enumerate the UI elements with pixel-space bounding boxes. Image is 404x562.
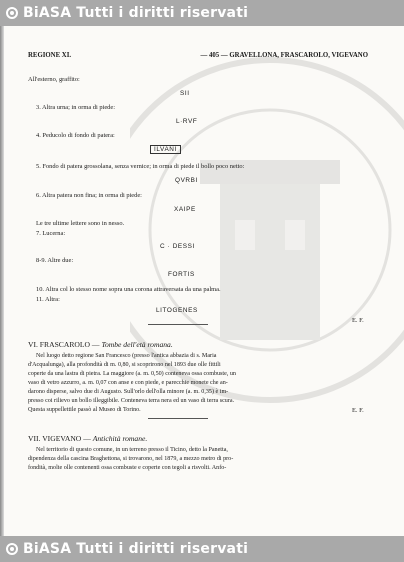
text-line: 11. Altra: [36, 296, 60, 303]
inscription: SII [180, 90, 190, 97]
inscription: FORTIS [168, 271, 195, 278]
text-line: 6. Altra patera non fina; in orma di piede: [36, 192, 142, 199]
header-region: REGIONE XI. [28, 52, 72, 59]
divider [148, 324, 208, 325]
inscription: LITOGENES [156, 307, 198, 314]
watermark-top [0, 0, 404, 26]
paragraph-line: Nel luogo detto regione San Francesco (presso l'antica abbazia di s. Maria [36, 353, 217, 359]
section-title: VI. FRASCAROLO — Tombe dell'età romana. [28, 340, 173, 349]
paragraph-line: fondità, molte olle contenenti ossa combuste e coperte con tegoli a risvolti. Anfo- [28, 465, 227, 471]
paragraph-line: presso coi rilievo un bollo illeggibile. Conteneva terra nera ed un vaso di terra scura. [28, 398, 235, 404]
paragraph-line: vaso di vetro azzurro, a. m. 0,07 con anse e con piede, e parecchie monete che an- [28, 380, 228, 386]
page-header [28, 52, 368, 59]
text-line: 3. Altra urna; in orma di piede: [36, 104, 115, 111]
text-line: 4. Peducolo di fondo di patera: [36, 132, 115, 139]
paragraph-line: coperte da una lastra di pietra. La maggiore (a. m. 0,50) conteneva ossa combuste, un [28, 371, 236, 377]
inscription: XAIPE [174, 206, 196, 213]
biasa-logo-icon [6, 543, 18, 555]
paragraph-line: d'Acqualunga), alla profondità di m. 0,80, si scoprirono nel 1893 due olle fittili [28, 362, 221, 368]
scan-edge [0, 26, 4, 536]
paragraph-line: dipendenza della cascina Braghettona, si trovarono, nel 1879, a mezzo metro di pro- [28, 456, 234, 462]
paragraph-line: darono disperse, salvo due di Augusto. Sull'orlo dell'olla minore (a. m. 0,35) è im- [28, 389, 229, 395]
signature: E. F. [352, 317, 364, 324]
text-line: 7. Lucerna: [36, 230, 66, 237]
watermark-bottom-text: BiASA Tutti i diritti riservati [23, 541, 249, 557]
paragraph-line: Nel territorio di questo comune, in un terreno presso il Ticino, detto la Panetta, [36, 447, 228, 453]
inscription: QVRBI [175, 177, 198, 184]
signature: E. F. [352, 407, 364, 414]
section-title: VII. VIGEVANO — Antichità romane. [28, 434, 148, 443]
biasa-logo-icon [6, 7, 18, 19]
inscription: C · DESSI [160, 243, 195, 250]
divider [148, 418, 208, 419]
text-line: 8-9. Altre due: [36, 257, 74, 264]
header-title: — 405 — GRAVELLONA, FRASCAROLO, VIGEVANO [200, 52, 368, 59]
inscription-boxed: ILVANI [150, 146, 181, 153]
text-line: 5. Fondo di patera grossolana, senza vernice; in orma di piede il bollo poco netto: [36, 163, 245, 170]
watermark-bottom [0, 536, 404, 562]
watermark-top-text: BiASA Tutti i diritti riservati [23, 5, 249, 21]
paragraph-line: Questa suppellettile passò al Museo di Torino. [28, 407, 141, 413]
inscription: L·RVF [176, 118, 198, 125]
text-line: All'esterno, graffito: [28, 76, 80, 83]
text-line: 10. Altra col lo stesso nome sopra una corona attraversata da una palma. [36, 286, 221, 293]
text-line: Le tre ultime lettere sono in nesso. [36, 220, 125, 227]
